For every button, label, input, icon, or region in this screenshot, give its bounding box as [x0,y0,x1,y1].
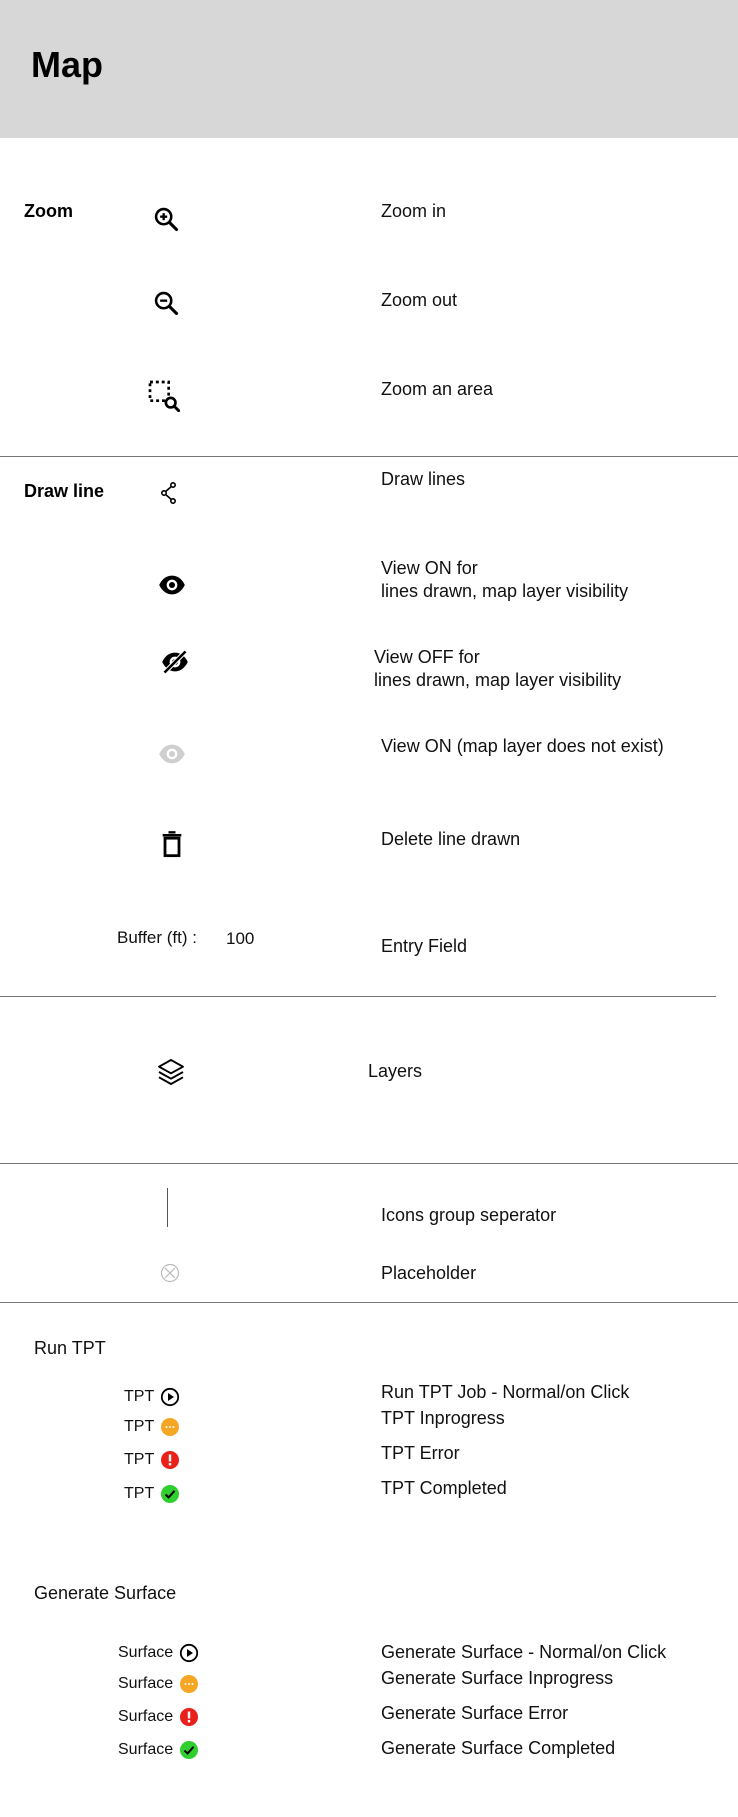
divider [0,1163,738,1164]
view-off-label-line1: View OFF for [374,647,480,667]
tpt-normal-text: TPT [124,1388,155,1405]
tpt-error-label: TPT Error [381,1443,460,1463]
surface-error-text: Surface [118,1708,174,1725]
view-on-label-line1: View ON for [381,558,478,578]
eye-icon[interactable] [158,571,186,599]
surface-normal-text: Surface [118,1644,174,1661]
tpt-inprogress-text: TPT [124,1418,155,1435]
draw-line-section-label: Draw line [24,481,105,501]
tpt-completed-button[interactable] [124,1484,180,1504]
zoom-section-label: Zoom [24,201,73,221]
error-icon [160,1450,180,1470]
zoom-out-icon[interactable] [152,289,180,317]
zoom-in-icon[interactable] [152,205,180,233]
play-circle-icon [160,1387,180,1407]
tpt-completed-label: TPT Completed [381,1478,507,1498]
view-off-label-line2: lines drawn, map layer visibility [374,670,622,690]
surface-completed-text: Surface [118,1741,174,1758]
check-circle-icon [179,1740,199,1760]
surface-completed-label: Generate Surface Completed [381,1738,616,1758]
placeholder-label: Placeholder [381,1263,477,1283]
zoom-out-label: Zoom out [381,290,458,310]
tpt-completed-text: TPT [124,1485,155,1502]
generate-surface-section-label: Generate Surface [34,1583,177,1603]
view-on-label-line2: lines drawn, map layer visibility [381,581,629,601]
error-icon [179,1707,199,1727]
surface-error-label: Generate Surface Error [381,1703,569,1723]
page-title: Map [31,44,103,85]
inprogress-icon [160,1417,180,1437]
buffer-input[interactable]: 100 [226,929,255,948]
view-off-label [374,646,621,692]
trash-icon[interactable] [158,830,186,858]
run-tpt-section-label: Run TPT [34,1338,106,1358]
buffer-label: Buffer (ft) : [117,928,197,947]
tpt-normal-button[interactable] [124,1387,180,1407]
entry-field-label: Entry Field [381,936,468,956]
zoom-in-label: Zoom in [381,201,447,221]
zoom-area-label: Zoom an area [381,379,494,399]
surface-inprogress-label: Generate Surface Inprogress [381,1668,614,1688]
separator-label: Icons group seperator [381,1205,557,1225]
zoom-area-icon[interactable] [148,380,180,412]
divider [0,996,716,997]
placeholder-icon [160,1263,180,1283]
surface-normal-button[interactable] [118,1643,199,1663]
surface-normal-label: Generate Surface - Normal/on Click [381,1642,667,1662]
tpt-normal-label: Run TPT Job - Normal/on Click [381,1382,630,1402]
divider [0,1302,738,1303]
tpt-inprogress-label: TPT Inprogress [381,1408,505,1428]
icons-group-separator [167,1188,168,1227]
divider [0,456,738,457]
draw-lines-icon[interactable] [158,480,180,506]
layers-icon[interactable] [155,1056,187,1088]
eye-disabled-icon [158,740,186,768]
surface-completed-button[interactable] [118,1740,199,1760]
tpt-error-text: TPT [124,1451,155,1468]
eye-off-icon[interactable] [161,648,189,676]
view-on-disabled-label: View ON (map layer does not exist) [381,736,664,756]
header-bar [0,0,738,138]
surface-error-button[interactable] [118,1707,199,1727]
draw-lines-label: Draw lines [381,469,466,489]
surface-inprogress-button[interactable] [118,1674,199,1694]
inprogress-icon [179,1674,199,1694]
tpt-error-button[interactable] [124,1450,180,1470]
delete-line-label: Delete line drawn [381,829,521,849]
surface-inprogress-text: Surface [118,1675,174,1692]
layers-label: Layers [368,1061,423,1081]
view-on-label [381,557,628,603]
tpt-inprogress-button[interactable] [124,1417,180,1437]
play-circle-icon [179,1643,199,1663]
check-circle-icon [160,1484,180,1504]
